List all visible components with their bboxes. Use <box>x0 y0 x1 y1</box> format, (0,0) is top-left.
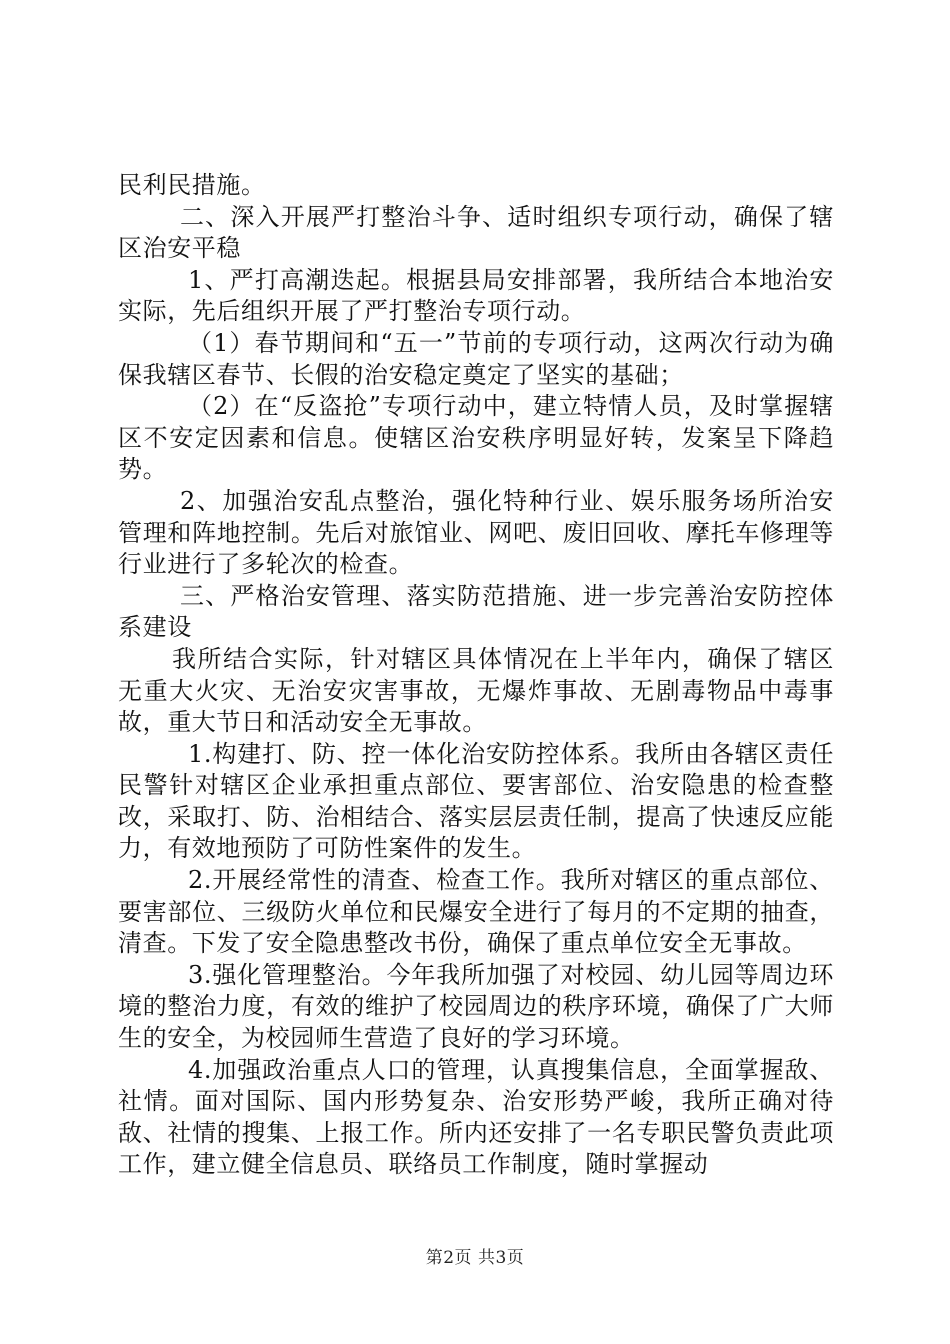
paragraph-8: 我所结合实际，针对辖区具体情况在上半年内，确保了辖区无重大火灾、无治安灾害事故，无爆炸事故、无剧毒物品中毒事故，重大节日和活动安全无事故。 <box>118 644 834 737</box>
paragraph-12: 4.加强政治重点人口的管理，认真搜集信息，全面掌握敌、社情。面对国际、国内形势复杂、治安形势严峻，我所正确对待敌、社情的搜集、上报工作。所内还安排了一名专职民警负责此项工作，建立健全信息员、联络员工作制度，随时掌握动 <box>118 1055 834 1179</box>
paragraph-10: 2.开展经常性的清查、检查工作。我所对辖区的重点部位、要害部位、三级防火单位和民爆安全进行了每月的不定期的抽查，清查。下发了安全隐患整改书份，确保了重点单位安全无事故。 <box>118 866 834 958</box>
paragraph-1: 民利民措施。 <box>118 171 266 199</box>
section-heading-2: 二、深入开展严打整治斗争、适时组织专项行动，确保了辖区治安平稳 <box>118 202 834 263</box>
paragraph-4: （1）春节期间和“五一”节前的专项行动，这两次行动为确保我辖区春节、长假的治安稳定奠定了坚实的基础； <box>118 328 834 389</box>
page-footer: 第2页 共3页 <box>425 1248 525 1268</box>
paragraph-11: 3.强化管理整治。今年我所加强了对校园、幼儿园等周边环境的整治力度，有效的维护了校园周边的秩序环境，确保了广大师生的安全，为校园师生营造了良好的学习环境。 <box>118 960 834 1053</box>
paragraph-3: 1、严打高潮迭起。根据县局安排部署，我所结合本地治安实际，先后组织开展了严打整治专项行动。 <box>118 265 834 326</box>
paragraph-9: 1.构建打、防、控一体化治安防控体系。我所由各辖区责任民警针对辖区企业承担重点部位、要害部位、治安隐患的检查整改，采取打、防、治相结合、落实层层责任制，提高了快速反应能力，有效地预防了可防性案件的发生。 <box>118 739 834 863</box>
document-body <box>118 170 834 1181</box>
paragraph-6: 2、加强治安乱点整治，强化特种行业、娱乐服务场所治安管理和阵地控制。先后对旅馆业、网吧、废旧回收、摩托车修理等行业进行了多轮次的检查。 <box>118 486 834 579</box>
section-heading-3: 三、严格治安管理、落实防范措施、进一步完善治安防控体系建设 <box>118 581 834 642</box>
paragraph-5: （2）在“反盗抢”专项行动中，建立特情人员，及时掌握辖区不安定因素和信息。使辖区治安秩序明显好转，发案呈下降趋势。 <box>118 392 834 484</box>
